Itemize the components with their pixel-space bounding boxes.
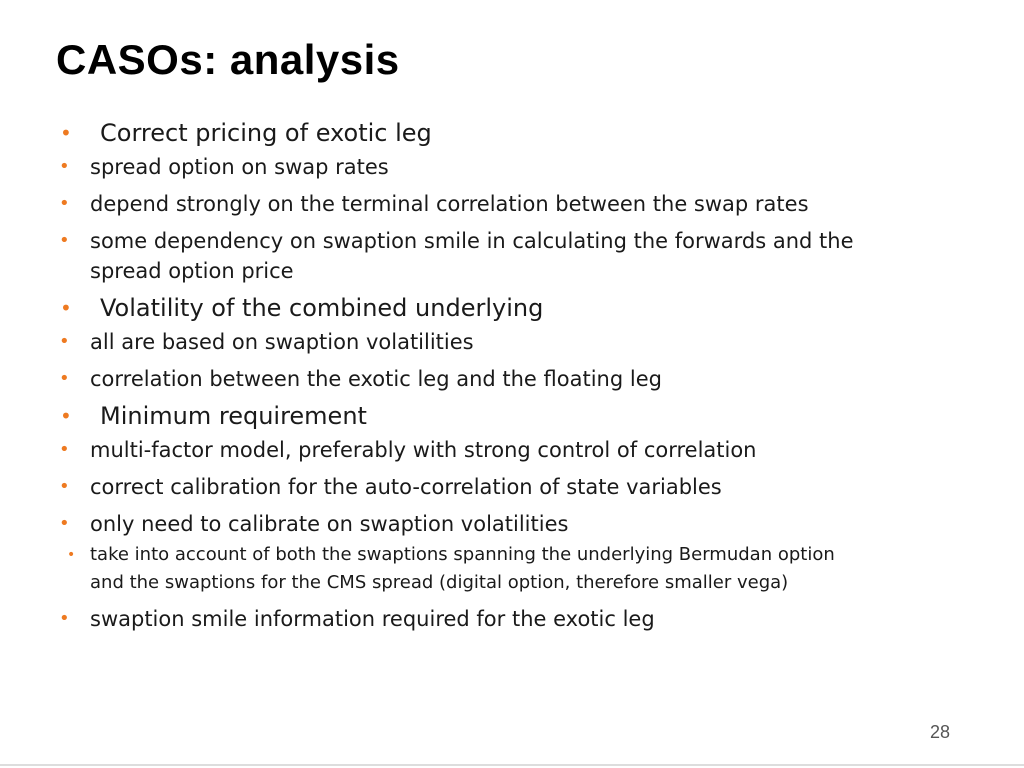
bullet-icon: • <box>59 331 70 352</box>
bullet-item-multi-factor <box>45 435 1024 465</box>
slide-content <box>0 118 1024 641</box>
bullet-text: all are based on swaption volatilities <box>90 330 474 354</box>
bullet-text: Volatility of the combined underlying <box>100 294 544 322</box>
bullet-item-exotic-floating-correlation <box>45 364 1024 394</box>
bullet-text: only need to calibrate on swaption volatilities <box>90 512 569 536</box>
bullet-text: correlation between the exotic leg and the floating leg <box>90 367 662 391</box>
bullet-text: depend strongly on the terminal correlation between the swap rates <box>90 192 809 216</box>
bullet-icon: • <box>59 368 70 389</box>
bullet-item-minimum-requirement <box>0 401 1024 634</box>
bullet-item-correct-pricing <box>0 118 1024 286</box>
bullet-item-bermudan-cms <box>45 541 1024 597</box>
slide-title: CASOs: analysis <box>56 36 400 83</box>
bullet-list-level-2 <box>59 152 1024 286</box>
bullet-item-smile-information <box>45 604 1024 634</box>
bullet-list-level-3 <box>67 541 1024 597</box>
bullet-icon: • <box>59 193 70 214</box>
bullet-item-terminal-correlation <box>45 189 1024 219</box>
bullet-text: spread option on swap rates <box>90 155 389 179</box>
bullet-icon: • <box>67 547 76 563</box>
page-number: 28 <box>930 722 951 742</box>
bullet-icon: • <box>59 513 70 534</box>
bullet-list-level-2 <box>59 435 1024 634</box>
bullet-text: swaption smile information required for the exotic leg <box>90 607 655 631</box>
bullet-icon: • <box>60 121 72 145</box>
bullet-list-level-2 <box>59 327 1024 394</box>
bottom-divider <box>0 764 1024 766</box>
bullet-list-level-1 <box>0 118 1024 634</box>
bullet-icon: • <box>59 439 70 460</box>
bullet-icon: • <box>60 404 72 428</box>
bullet-text: take into account of both the swaptions spanning the underlying Bermudan option and the swaptions for the CMS spread (digital option, therefore smaller vega) <box>90 544 835 593</box>
bullet-text: some dependency on swaption smile in calculating the forwards and the spread option price <box>90 229 854 283</box>
bullet-icon: • <box>59 156 70 177</box>
bullet-item-volatility <box>0 293 1024 394</box>
bullet-item-smile-dependency <box>45 226 1024 286</box>
bullet-text: correct calibration for the auto-correlation of state variables <box>90 475 722 499</box>
bullet-text: multi-factor model, preferably with strong control of correlation <box>90 438 757 462</box>
bullet-icon: • <box>59 230 70 251</box>
bullet-icon: • <box>60 296 72 320</box>
bullet-text: Correct pricing of exotic leg <box>100 119 432 147</box>
bullet-icon: • <box>59 476 70 497</box>
bullet-item-swaption-volatilities <box>45 327 1024 357</box>
bullet-item-calibrate-swaption <box>45 509 1024 597</box>
bullet-icon: • <box>59 608 70 629</box>
bullet-item-auto-correlation <box>45 472 1024 502</box>
bullet-item-spread-option <box>45 152 1024 182</box>
bullet-text: Minimum requirement <box>100 402 367 430</box>
